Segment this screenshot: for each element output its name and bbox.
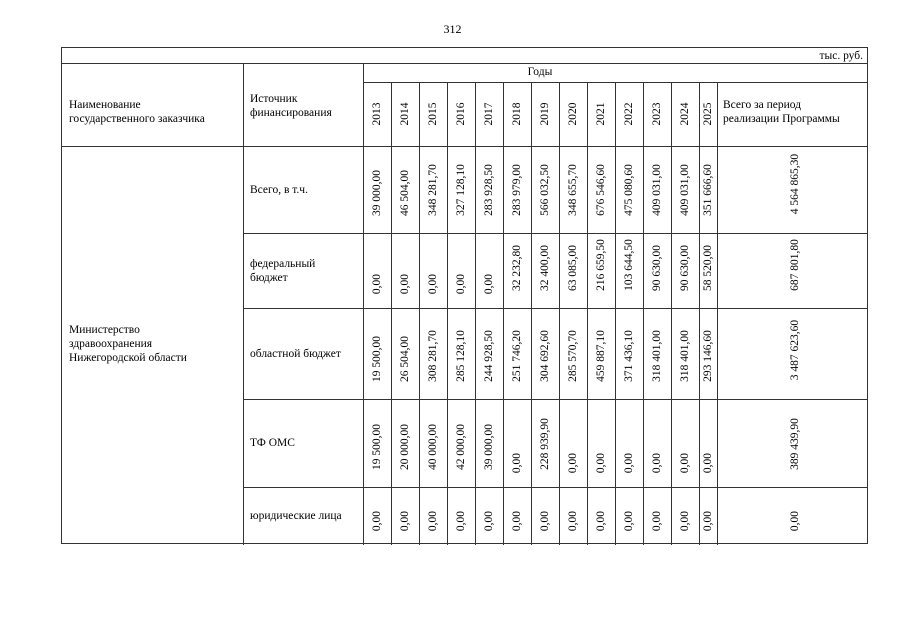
cell-2-2022: 371 436,10 [623,330,635,382]
rule-col-total [717,82,718,545]
cell-1-2017: 0,00 [483,273,495,294]
header-customer: Наименование государственного заказчика [69,99,205,125]
cell-2-2024: 318 401,00 [679,330,691,382]
cell-4-2016: 0,00 [455,510,467,531]
year-label-2019: 2019 [539,102,551,126]
cell-3-2025: 0,00 [702,452,714,473]
cell-2-2023: 318 401,00 [651,330,663,382]
cell-0-2019: 566 032,50 [539,164,551,216]
cell-1-2019: 32 400,00 [539,245,551,292]
cell-1-2025: 58 520,00 [702,245,714,292]
cell-3-2017: 39 000,00 [483,424,495,471]
cell-0-2020: 348 655,70 [567,164,579,216]
year-label-2013: 2013 [371,102,383,126]
cell-3-2013: 19 500,00 [371,424,383,471]
cell-1-2023: 90 630,00 [651,245,663,292]
rule-row-2 [243,308,867,309]
cell-3-2020: 0,00 [567,452,579,473]
cell-3-2024: 0,00 [679,452,691,473]
cell-1-2022: 103 644,50 [623,239,635,291]
rule-row-3 [243,399,867,400]
cell-0-2024: 409 031,00 [679,164,691,216]
year-label-2022: 2022 [623,102,635,126]
rule-col-year-5 [503,82,504,545]
rule-col-customer [243,63,244,545]
cell-4-2025: 0,00 [702,510,714,531]
header-source: Источник финансирования [250,93,332,119]
cell-0-2016: 327 128,10 [455,164,467,216]
year-label-2015: 2015 [427,102,439,126]
cell-2-2015: 308 281,70 [427,330,439,382]
cell-1-2013: 0,00 [371,273,383,294]
year-label-2023: 2023 [651,102,663,126]
rule-col-year-10 [643,82,644,545]
cell-3-2022: 0,00 [623,452,635,473]
rule-under-units [62,63,867,64]
cell-3-2021: 0,00 [595,452,607,473]
year-label-2020: 2020 [567,102,579,126]
rule-col-year-2 [419,82,420,545]
cell-4-2018: 0,00 [511,510,523,531]
total-3: 389 439,90 [789,418,801,470]
cell-4-2021: 0,00 [595,510,607,531]
cell-4-2015: 0,00 [427,510,439,531]
year-label-2018: 2018 [511,102,523,126]
funding-table [61,47,868,544]
cell-2-2018: 251 746,20 [511,330,523,382]
rule-col-year-8 [587,82,588,545]
cell-3-2014: 20 000,00 [399,424,411,471]
header-years: Годы [527,66,553,78]
rule-col-year-3 [447,82,448,545]
cell-4-2014: 0,00 [399,510,411,531]
year-label-2021: 2021 [595,102,607,126]
source-label-3: ТФ ОМС [250,437,295,449]
cell-1-2024: 90 630,00 [679,245,691,292]
rule-col-year-1 [391,82,392,545]
cell-0-2015: 348 281,70 [427,164,439,216]
cell-3-2018: 0,00 [511,452,523,473]
source-label-0: Всего, в т.ч. [250,183,308,196]
cell-1-2014: 0,00 [399,273,411,294]
total-0: 4 564 865,30 [789,153,801,214]
rule-col-year-4 [475,82,476,545]
total-2: 3 487 623,60 [789,319,801,380]
year-label-2016: 2016 [455,102,467,126]
cell-3-2016: 42 000,00 [455,424,467,471]
cell-4-2019: 0,00 [539,510,551,531]
cell-4-2020: 0,00 [567,510,579,531]
total-1: 687 801,80 [789,239,801,291]
cell-3-2019: 228 939,90 [539,418,551,470]
rule-row-4 [243,487,867,488]
cell-1-2020: 63 085,00 [567,245,579,292]
year-label-2014: 2014 [399,102,411,126]
rule-col-year-9 [615,82,616,545]
cell-2-2013: 19 500,00 [371,336,383,383]
rule-col-source [363,63,364,545]
cell-0-2013: 39 000,00 [371,170,383,217]
units-label: тыс. руб. [819,50,863,62]
cell-0-2021: 676 546,60 [595,164,607,216]
total-4: 0,00 [789,510,801,531]
year-label-2024: 2024 [679,102,691,126]
source-label-2: областной бюджет [250,347,341,360]
cell-4-2017: 0,00 [483,510,495,531]
rule-row-1 [243,233,867,234]
cell-2-2021: 459 887,10 [595,330,607,382]
cell-3-2023: 0,00 [651,452,663,473]
cell-0-2014: 46 504,00 [399,170,411,217]
source-label-4: юридические лица [250,510,342,522]
cell-1-2016: 0,00 [455,273,467,294]
cell-0-2018: 283 979,00 [511,164,523,216]
rule-col-year-12 [699,82,700,545]
header-total: Всего за период реализации Программы [723,99,840,125]
cell-0-2022: 475 080,60 [623,164,635,216]
cell-2-2019: 304 692,60 [539,330,551,382]
cell-1-2021: 216 659,50 [595,239,607,291]
cell-3-2015: 40 000,00 [427,424,439,471]
rule-col-year-11 [671,82,672,545]
year-label-2017: 2017 [483,102,495,126]
cell-4-2013: 0,00 [371,510,383,531]
cell-1-2015: 0,00 [427,273,439,294]
source-label-1: федеральный бюджет [250,257,316,284]
cell-2-2014: 26 504,00 [399,336,411,383]
page-number: 312 [443,22,462,36]
cell-0-2025: 351 666,60 [702,164,714,216]
cell-4-2022: 0,00 [623,510,635,531]
cell-4-2023: 0,00 [651,510,663,531]
cell-4-2024: 0,00 [679,510,691,531]
rule-col-year-7 [559,82,560,545]
cell-0-2023: 409 031,00 [651,164,663,216]
year-label-2025: 2025 [702,102,714,126]
cell-2-2025: 293 146,60 [702,330,714,382]
cell-2-2016: 285 128,10 [455,330,467,382]
cell-1-2018: 32 232,80 [511,245,523,292]
cell-2-2020: 285 570,70 [567,330,579,382]
rule-col-year-6 [531,82,532,545]
cell-0-2017: 283 928,50 [483,164,495,216]
cell-2-2017: 244 928,50 [483,330,495,382]
customer-name: Министерство здравоохранения Нижегородской области [69,324,187,364]
